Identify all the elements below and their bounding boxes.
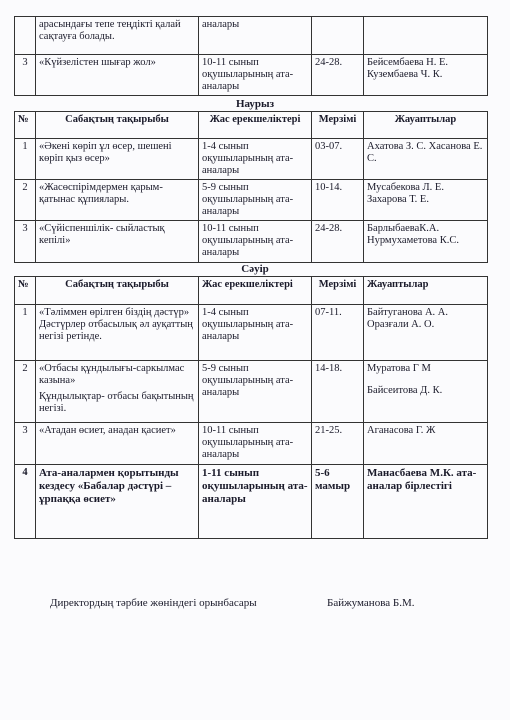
row-date: 5-6 мамыр [312,465,364,539]
table-row [15,55,488,96]
row-num: 3 [15,55,36,96]
header-num: № [15,277,36,305]
header-age: Жас ерекшеліктері [199,277,312,305]
row-topic-cell [36,361,199,423]
row-resp [364,17,488,55]
row-date: 21-25. [312,423,364,465]
table-header-row [15,112,488,139]
row-topic: «Тәлiммен өрiлген бiздiң дәстүр» [39,307,190,318]
row-resp-cell [364,361,488,423]
march-table [14,111,488,263]
row-topic: арасындағы тепе теңдікті қалай сақтауға болады. [36,17,199,55]
row-resp: Мусабекова Л. Е. Захарова Т. Е. [364,180,488,221]
row-date: 24-28. [312,55,364,96]
row-resp: БарлыбаеваК.А. Нурмухаметова К.С. [364,221,488,263]
table-row [15,221,488,263]
table-row [15,139,488,180]
row-date: 03-07. [312,139,364,180]
row-date: 14-18. [312,361,364,423]
row-num: 3 [15,423,36,465]
row-num [15,17,36,55]
row-date: 24-28. [312,221,364,263]
footer-position: Директордың тәрбие жөніндегі орынбасары [50,597,257,609]
row-resp: Муратова Г М [367,363,431,374]
row-topic: «Әкені көріп ұл өсер, шешені көріп қыз өсер» [36,139,199,180]
row-date: 07-11. [312,305,364,361]
row-num: 3 [15,221,36,263]
row-topic: «Отбасы құндылығы-саркылмас казына» [39,363,185,386]
header-date: Мерзімі [312,112,364,139]
row-resp: Аганасова Г. Ж [364,423,488,465]
row-age: 5-9 сынып оқушыларының ата-аналары [199,361,312,423]
table-row [15,305,488,361]
table-row [15,17,488,55]
row-topic-cell [36,305,199,361]
row-num: 4 [15,465,36,539]
footer-name: Байжуманова Б.М. [327,597,415,609]
header-date: Мерзімі [312,277,364,305]
table-row [15,361,488,423]
row-age: 1-4 сынып оқушыларының ата-аналары [199,139,312,180]
row-age: 1-4 сынып оқушыларының ата-аналары [199,305,312,361]
row-age: 10-11 сынып оқушыларының ата-аналары [199,55,312,96]
month-title-march: Наурыз [235,98,275,110]
table-header-row [15,277,488,305]
row-num: 2 [15,361,36,423]
row-topic-note: Дәстүрлер отбасылық әл ауқаттың негізі ретінде. [39,319,193,342]
table-row [15,465,488,539]
month-title-april: Сәуір [241,263,269,275]
row-topic-note: Құндылықтар- отбасы бақытының негізі. [39,391,194,414]
row-topic: «Жасөспірімдермен қарым-қатынас құпиялары. [36,180,199,221]
row-resp-second: Байсеитова Д. К. [367,385,443,396]
header-resp: Жауаптылар [364,277,488,305]
row-age: 10-11 сынып оқушыларының ата-аналары [199,221,312,263]
row-topic: «Күйзелістен шығар жол» [36,55,199,96]
header-num: № [15,112,36,139]
header-topic: Сабақтың тақырыбы [36,277,199,305]
row-resp: Ахатова З. С. Хасанова Е. С. [364,139,488,180]
header-resp: Жауаптылар [364,112,488,139]
row-age: 1-11 сынып оқушыларының ата-аналары [199,465,312,539]
april-table [14,276,488,539]
table-row [15,180,488,221]
top-table [14,16,488,96]
row-topic: Ата-аналармен қорытынды кездесу «Бабалар дәстүрі – ұрпаққа өсиет» [36,465,199,539]
row-age: аналары [199,17,312,55]
row-num: 1 [15,139,36,180]
row-resp: Бейсембаева Н. Е. Кузембаева Ч. К. [364,55,488,96]
header-topic: Сабақтың тақырыбы [36,112,199,139]
row-topic: «Сүйіспеншілік- сыйластық кепілі» [36,221,199,263]
row-num: 2 [15,180,36,221]
row-age: 5-9 сынып оқушыларының ата-аналары [199,180,312,221]
row-resp: Манасбаева М.К. ата-аналар бірлестігі [364,465,488,539]
row-num: 1 [15,305,36,361]
row-topic: «Атадан өсиет, анадан қасиет» [36,423,199,465]
row-age: 10-11 сынып оқушыларының ата-аналары [199,423,312,465]
table-row [15,423,488,465]
row-resp: Байтуганова А. А. Оразғали А. О. [364,305,488,361]
row-date [312,17,364,55]
header-age: Жас ерекшеліктері [199,112,312,139]
row-date: 10-14. [312,180,364,221]
